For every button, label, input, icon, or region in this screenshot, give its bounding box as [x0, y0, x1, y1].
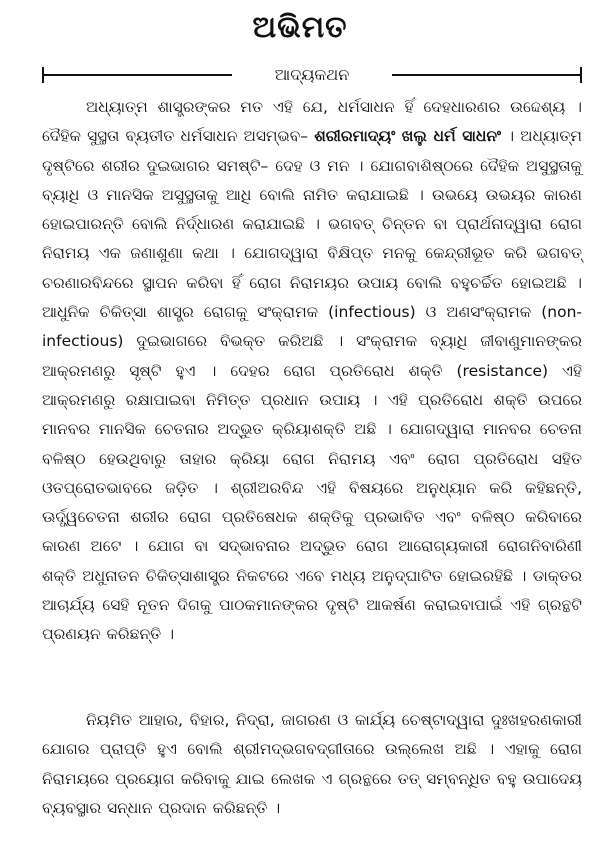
body-paragraph-1 [42, 93, 582, 650]
divider-right-tick [580, 67, 582, 83]
body-paragraph-2: ନିୟମିତ ଆହାର, ବିହାର, ନିଦ୍ରା, ଜାଗରଣ ଓ କାର୍ଯ୍ୟ ଚେଷ୍ଟାଦ୍ୱାରା ଦୁଃଖହରଣକାରୀ ଯୋଗର ପ୍ରାପ୍ତି ହୁଏ ବୋଲି ଶ୍ରୀମଦ୍‌ଭଗବଦ୍‌ଗୀତାରେ ଉଲ୍ଲେଖ ଅଛି । ଏହାକୁ ରୋଗ ନିରାମୟରେ ପ୍ରୟୋଗ କରିବାକୁ ଯାଇ ଲେଖକ ଏ ଗ୍ରନ୍ଥରେ ତତ୍ ସମ୍ବନ୍ଧିତ ବହୁ ଉପାଦେୟ ବ୍ୟବସ୍ଥାର ସନ୍ଧାନ ପ୍ରଦାନ କରିଛନ୍ତି । [42, 711, 582, 817]
paragraph-1-text-start: ଅଧ୍ୟାତ୍ମ ଶାସ୍ତ୍ରଙ୍କର ମତ ଏହି ଯେ, ଧର୍ମସାଧନ ହିଁ ଦେହଧାରଣର ଉଦ୍ଦେଶ୍ୟ । ଦୈହିକ ସୁସ୍ଥତା ବ୍ୟତୀତ ଧର୍ମସାଧନ ଅସମ୍ଭବ– [42, 98, 582, 146]
divider-left-line [42, 74, 232, 76]
sanskrit-quote: ଶରୀରମାଦ୍ୟଂ ଖଲୁ ଧର୍ମ ସାଧନଂ [314, 127, 502, 146]
divider-right-line [392, 74, 582, 76]
section-divider [42, 63, 582, 87]
section-heading: ଆଦ୍ୟକଥନ [274, 65, 350, 84]
paragraph-1-text-end: । ଅଧ୍ୟାତ୍ମ ଦୃଷ୍ଟିରେ ଶରୀର ଦୁଇଭାଗର ସମଷ୍ଟି– ଦେହ ଓ ମନ । ଯୋଗବାଶିଷ୍ଠରେ ଦୈହିକ ଅସୁସ୍ଥତାକୁ ବ୍ୟାଧି ଓ ମାନସିକ ଅସୁସ୍ଥତାକୁ ଆଧି ବୋଲି ନାମିତ କରାଯାଇଛି । ଉଭୟେ ଉଭୟର କାରଣ ହୋଇପାରନ୍ତି ବୋଲି ନିର୍ଦ୍ଧାରଣ କରାଯାଇଛି । ଭଗବତ୍ ଚିନ୍ତନ ବା ପ୍ରାର୍ଥନାଦ୍ୱାରା ରୋଗ ନିରାମୟ ଏକ ଜଣାଶୁଣା କଥା । ଯୋଗଦ୍ୱାରା ବିକ୍ଷିପ୍ତ ମନକୁ କେନ୍ଦ୍ରୀଭୂତ କରି ଭଗବତ୍ ଚରଣାରବିନ୍ଦରେ ସ୍ଥାପନ କରିବା ହିଁ ରୋଗ ନିରାମୟର ଉପାୟ ବୋଲି ବହୁଚର୍ଚ୍ଚିତ ହୋଇଅଛି । ଆଧୁନିକ ଚିକିତ୍ସା ଶାସ୍ତ୍ର ରୋଗକୁ ସଂକ୍ରାମକ (infectious) ଓ ଅଣସଂକ୍ରାମକ (non-infectious) ଦୁଇଭାଗରେ ବିଭକ୍ତ କରିଅଛି । ସଂକ୍ରାମକ ବ୍ୟାଧି ଜୀବାଣୁମାନଙ୍କର ଆକ୍ରମଣରୁ ସୃଷ୍ଟି ହୁଏ । ଦେହର ରୋଗ ପ୍ରତିରୋଧ ଶକ୍ତି (resistance) ଏହି ଆକ୍ରମଣରୁ ରକ୍ଷାପାଇବା ନିମିତ୍ତ ପ୍ରଧାନ ଉପାୟ । ଏହି ପ୍ରତିରୋଧ ଶକ୍ତି ଉପରେ ମାନବର ମାନସିକ ଚେତନାର ଅଦ୍ଭୁତ କ୍ରିୟାଶକ୍ତି ଅଛି । ଯୋଗଦ୍ୱାରା ମାନବର ଚେତନା ବଳିଷ୍ଠ ହେଉଥିବାରୁ ତାହାର କ୍ରିୟା ରୋଗ ନିରାମୟ ଏବଂ ରୋଗ ପ୍ରତିରୋଧ ସହିତ ଓତପ୍ରୋତଭାବରେ ଜଡ଼ିତ । ଶ୍ରୀଅରବିନ୍ଦ ଏହି ବିଷୟରେ ଅନୁଧ୍ୟାନ କରି କହିଛନ୍ତି, ଊର୍ଦ୍ଧ୍ୱଚେତନା ଶରୀର ରୋଗ ପ୍ରତିଷେଧକ ଶକ୍ତିକୁ ପ୍ରଭାବିତ ଏବଂ ବଳିଷ୍ଠ କରିବାରେ କାରଣ ଅଟେ । ଯୋଗ ବା ସଦ୍‌ଭାବନାର ଅଦ୍ଭୁତ ରୋଗ ଆରୋଗ୍ୟକାରୀ ରୋଗନିବାରିଣୀ ଶକ୍ତି ଅଧୁନାତନ ଚିକିତ୍ସାଶାସ୍ତ୍ର ନିକଟରେ ଏବେ ମଧ୍ୟ ଅନୁଦ୍‌ଘାଟିତ ହୋଇରହିଛି । ଡାକ୍ତର ଆଚାର୍ଯ୍ୟ ସେହି ନୂତନ ଦିଗକୁ ପାଠକମାନଙ୍କର ଦୃଷ୍ଟି ଆକର୍ଷଣ କରାଇବାପାଇଁ ଏହି ଗ୍ରନ୍ଥଟି ପ୍ରଣୟନ କରିଛନ୍ତି । [42, 127, 582, 644]
page-title: ଅଭିମତ [252, 10, 348, 45]
